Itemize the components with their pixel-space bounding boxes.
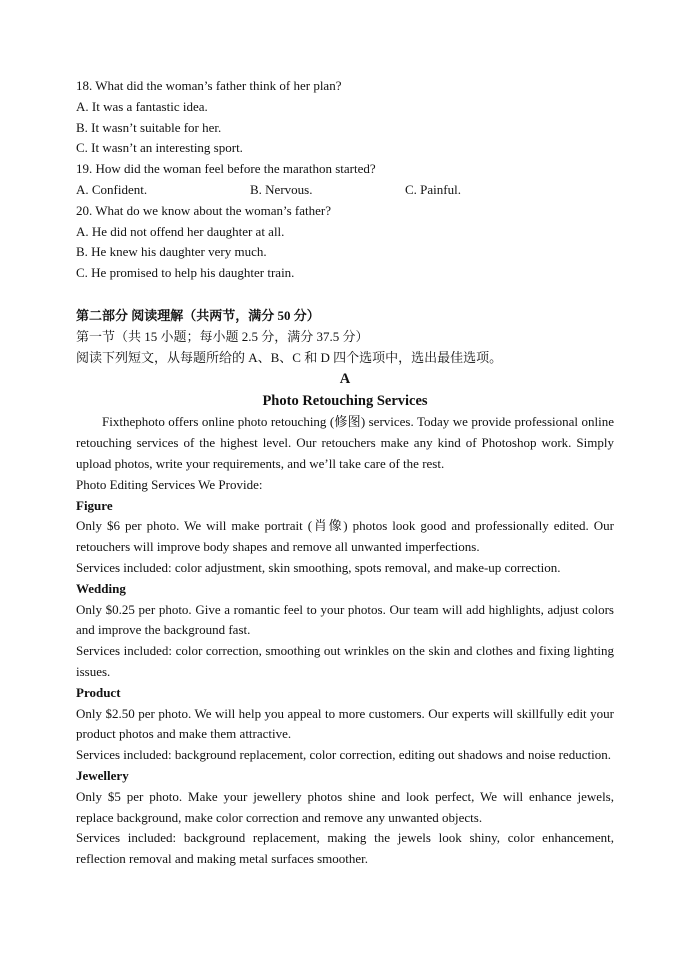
section-heading: 第一节（共 15 小题；每小题 2.5 分，满分 37.5 分）	[76, 328, 369, 344]
service-wedding-description: Only $0.25 per photo. Give a romantic feel to your photos. Our team will add highlights, adjust colors and improve the background fast.	[76, 601, 614, 638]
service-figure-included: Services included: color adjustment, skin smoothing, spots removal, and make-up correction.	[76, 559, 561, 575]
option-19c: C. Painful.	[405, 181, 461, 197]
spacer	[76, 284, 614, 305]
list-heading: Photo Editing Services We Provide:	[76, 476, 263, 492]
passage-title: Photo Retouching Services	[262, 393, 428, 410]
option-18a: A. It was a fantastic idea.	[76, 98, 208, 114]
service-product-heading: Product	[76, 684, 121, 700]
service-product-included: Services included: background replacement, color correction, editing out shadows and noise reduction.	[76, 747, 611, 763]
passage-letter: A	[339, 371, 351, 388]
question-20: 20. What do we know about the woman’s father?	[76, 202, 331, 218]
service-jewellery-heading: Jewellery	[76, 767, 129, 783]
passage-intro: Fixthephoto offers online photo retouching (修图) services. Today we provide professional online retouching services of the highest level. Our retouchers make any kind of Photoshop work. Simply upload photos, write your requirements, and we’ll take care of the rest.	[76, 414, 614, 471]
service-figure-heading: Figure	[76, 497, 113, 513]
options-19	[76, 180, 614, 201]
service-wedding-included: Services included: color correction, smoothing out wrinkles on the skin and clothes and fixing lighting issues.	[76, 643, 614, 679]
option-18b: B. It wasn’t suitable for her.	[76, 119, 222, 135]
part-heading: 第二部分 阅读理解（共两节，满分 50 分）	[76, 307, 320, 323]
option-20b: B. He knew his daughter very much.	[76, 244, 267, 260]
exam-page	[76, 76, 614, 870]
option-20a: A. He did not offend her daughter at all.	[76, 223, 285, 239]
option-20c: C. He promised to help his daughter train.	[76, 265, 295, 281]
service-wedding-heading: Wedding	[76, 580, 126, 596]
service-product-description: Only $2.50 per photo. We will help you appeal to more customers. Our experts will skillfully edit your product photos and make them attractive.	[76, 705, 614, 742]
service-figure-description: Only $6 per photo. We will make portrait (肖像) photos look good and professionally edited. Our retouchers will improve body shapes and remove all unwanted imperfections.	[76, 518, 614, 555]
question-19: 19. How did the woman feel before the marathon started?	[76, 161, 376, 177]
option-18c: C. It wasn’t an interesting sport.	[76, 140, 243, 156]
instruction: 阅读下列短文，从每题所给的 A、B、C 和 D 四个选项中，选出最佳选项。	[76, 349, 503, 365]
option-19b: B. Nervous.	[250, 181, 313, 197]
question-18: 18. What did the woman’s father think of her plan?	[76, 78, 342, 93]
service-jewellery-included: Services included: background replacement, making the jewels look shiny, color enhancement, reflection removal and making metal surfaces smoother.	[76, 830, 614, 867]
option-19a: A. Confident.	[76, 181, 148, 197]
service-jewellery-description: Only $5 per photo. Make your jewellery photos shine and look perfect, We will enhance jewels, replace background, make color correction and remove any unwanted objects.	[76, 788, 614, 825]
